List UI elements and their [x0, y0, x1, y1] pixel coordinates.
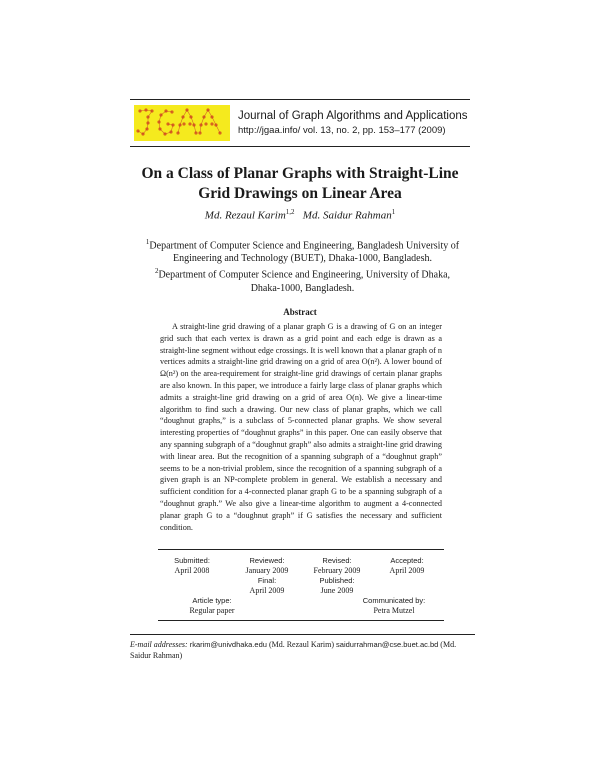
title-line-1: On a Class of Planar Graphs with Straight-Line — [141, 165, 459, 182]
meta-value: Petra Mutzel — [373, 606, 415, 615]
meta-label: Final: — [257, 576, 277, 585]
affiliation-2 — [130, 265, 475, 281]
journal-issue: vol. 13, no. 2, pp. 153–177 (2009) — [302, 124, 446, 136]
paper-title — [100, 164, 500, 204]
meta-reviewed — [236, 556, 298, 576]
journal-url[interactable]: http://jgaa.info/ — [238, 124, 301, 136]
meta-final — [236, 576, 298, 596]
affil-line: Department of Computer Science and Engineering, University of Dhaka, — [158, 269, 451, 281]
author-affil-mark: 1,2 — [285, 208, 295, 216]
email-owner-1: (Md. Rezaul Karim) — [268, 640, 335, 649]
journal-header — [130, 99, 470, 147]
meta-label: Submitted: — [174, 556, 210, 565]
journal-logo — [134, 105, 230, 141]
abstract-text: A straight-line grid drawing of a planar graph G is a drawing of G on an integer grid such that each vertex is drawn as a grid point and each edge is drawn as a straight-line segment without edge crossings. It is well known that a planar graph of n vertices admits a straight-line grid drawing on a grid of area O(n²). A lower bound of Ω(n²) on the area-requirement for straight-line grid drawings of certain planar graphs are also known. In this paper, we introduce a fairly large class of planar graphs which admits a straight-line grid drawing on a grid of area O(n). We give a linear-time algorithm to find such a drawing. Our new class of planar graphs, which we call “doughnut graphs,” is a subclass of 5-connected planar graphs. We show several interesting properties of “doughnut graphs” in this paper. One can easily observe that any spanning subgraph of a “doughnut graph” also admits a straight-line grid drawing with linear area. But the recognition of a spanning subgraph of a “doughnut graph” seems to be a non-trivial problem, since the recognition of a spanning subgraph of a given graph is an NP-complete problem in general. We establish a necessary and sufficient condition for a 4-connected planar graph G to be a spanning subgraph of a “doughnut graph.” We also give a linear-time algorithm to augment a 4-connected planar graph G to a “doughnut graph” if G satisfies the necessary and sufficient condition. — [160, 322, 442, 532]
authors — [100, 208, 500, 222]
meta-label: Reviewed: — [249, 556, 285, 565]
meta-revised — [306, 556, 368, 576]
meta-label: Published: — [319, 576, 355, 585]
meta-article-type — [162, 596, 262, 616]
author-affil-mark: 1 — [391, 208, 396, 216]
article-meta — [158, 549, 444, 621]
meta-value: April 2009 — [389, 566, 425, 575]
email-footer — [130, 634, 475, 661]
meta-accepted — [376, 556, 438, 576]
journal-citation — [238, 124, 468, 138]
affil-mark: 1 — [145, 238, 150, 246]
meta-value: February 2009 — [313, 566, 361, 575]
meta-label: Article type: — [192, 596, 232, 605]
meta-submitted — [162, 556, 222, 576]
email-link-1[interactable]: rkarim@univdhaka.edu — [189, 640, 267, 649]
affil-mark: 2 — [154, 267, 159, 276]
journal-info — [238, 109, 468, 138]
affil-line: Department of Computer Science and Engineering, Bangladesh University of — [149, 240, 460, 252]
meta-communicated — [344, 596, 444, 616]
meta-label: Revised: — [322, 556, 352, 565]
meta-published — [306, 576, 368, 596]
jgaa-logo-graphic — [134, 105, 230, 141]
journal-name: Journal of Graph Algorithms and Applications — [238, 109, 468, 122]
affiliation-2-cont: Dhaka-1000, Bangladesh. — [250, 282, 355, 294]
affiliation-1-cont: Engineering and Technology (BUET), Dhaka-1000, Bangladesh. — [172, 253, 433, 265]
author-name: Md. Rezaul Karim — [204, 209, 286, 222]
affiliations — [130, 236, 475, 295]
meta-label: Communicated by: — [362, 596, 426, 605]
author-name: Md. Saidur Rahman — [302, 209, 392, 222]
email-label: E-mail addresses: — [130, 640, 188, 649]
meta-value: April 2009 — [249, 586, 285, 595]
meta-value: June 2009 — [320, 586, 354, 595]
affiliation-1 — [130, 236, 475, 252]
email-owner-2: (Md. Saidur Rahman) — [130, 640, 457, 660]
email-link-2[interactable]: saidurrahman@cse.buet.ac.bd — [336, 640, 439, 649]
meta-label: Accepted: — [390, 556, 424, 565]
abstract-heading: Abstract — [283, 307, 317, 317]
meta-value: January 2009 — [245, 566, 289, 575]
meta-value: April 2008 — [174, 566, 210, 575]
title-line-2: Grid Drawings on Linear Area — [198, 185, 402, 202]
meta-value: Regular paper — [189, 606, 235, 615]
